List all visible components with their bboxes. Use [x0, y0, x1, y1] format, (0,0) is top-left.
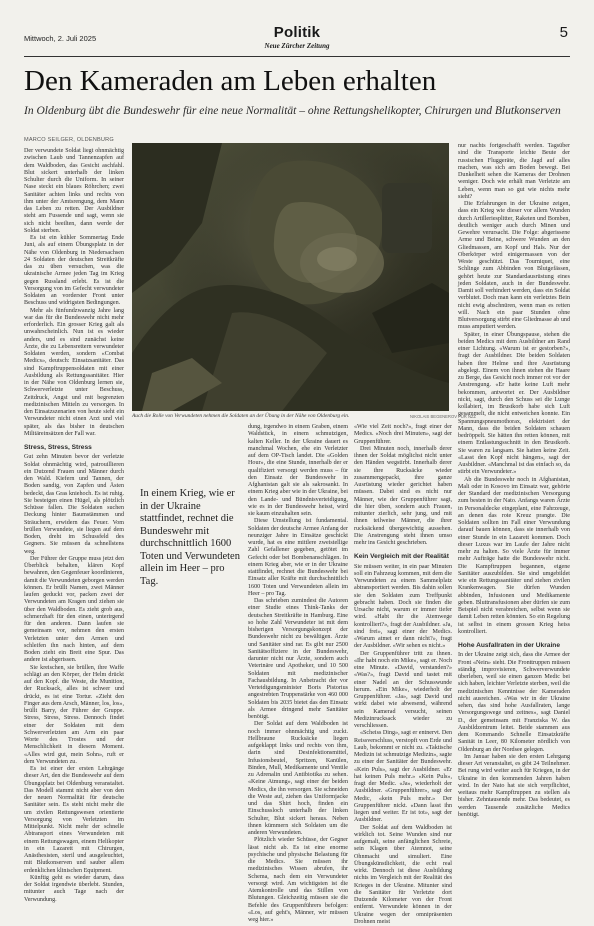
page-number: 5: [560, 24, 568, 41]
paragraph: Sie kreischen, sie brüllen, ihre Waffe schlägt an den Körper, der Helm drückt auf den Kopf. die Weste, die Munition, der Rucksack, alles ist schwer und drückt, es ist eine Tortur. «Zieht den Finger aus dem Arsch, Männer, los, los», brüllt Barry, der Führer der Gruppe. Stress, Stress, Stress. Dennoch findet einer der Soldaten mit dem Schwerverletzten am Arm ein paar Worte des Trostes und der Menschlichkeit in diesem Moment. «Alles wird gut, mein Sohn», ruft er dem Verwundeten zu.: [24, 665, 124, 767]
paragraph: «Scheiss Ding», sagt er entnervt. Den Reissverschluss, verstopft von Erde und Laub, bekommt er nicht zu. «Taktische Medizin ist schmutzige Medizin», sagte zu einer der Sanitäter der Bundeswehr. «Kein Puls», sagt der Ausbildner. «Er hat keinen Puls mehr.» «Kein Puls», fragt der Medic. «Ja», wiederholt der Ausbildner. «Gruppenführer», sagt der Medic, «kein Puls mehr.» Der Gruppenführer nickt. «Dann lasst ihn liegen und weiter. Er ist tot», sagt der Ausbildner.: [354, 730, 452, 824]
subhead: Kein Vergleich mit der Realität: [354, 553, 452, 560]
column-4: [354, 424, 452, 858]
paragraph: dung, irgendwo in einem Graben, einem Waldstück, in einem schmutzigen, kalten Keller. In der Ukraine dauert es manchmal Wochen, ehe ein Verletzter auf dem OP-Tisch landet. Die «Golden Hour», die eine Stunde, innerhalb der er qualifiziert versorgt werden muss – für den Einsatz der Bundeswehr in Afghanistan galt sie als sakrosankt. In einem Krieg aber wie in der Ukraine, bei den Lande- und Bündnisverteidigung, wie es in der Bundeswehr heisst, wird sie kaum einzuhalten sein.: [248, 424, 348, 518]
paragraph: Später, in einer Übungspause, stehen die beiden Medics mit dem Ausbildner am Rand einer Lichtung. «Warum ist er gestorben?», fragt der Ausbildner. Die beiden Soldaten haben ihre Helme und ihre Ausrüstung abgelegt. Einem von ihnen stehen die Haare zu Berge, das Gesicht noch immer rot vor der Anstrengung. «Er hatte keine Luft mehr bekommen, antwortet er. Der Ausbildner nickt, sagt, durch den Schuss sei die Lunge kollabiert, im Brustkorb habe sich Luft gesammelt, die nicht entweichen konnte. Ein Spannungspneumothorax, elektrisiert der Mann, dass die beiden Soldaten schauen bedröppelt. Sie hätten ihn retten können, mit einem Entlastungsschnitt in den Brustkorb. Sie waren zu langsam. Sie hatten keine Zeit. «Lasst den Kopf nicht hängen», sagt der Ausbildner. «Manchmal ist das einfach so, da stirbt ein Verwundeter.»: [458, 332, 570, 477]
paragraph: Es ist einer der ersten Lehrgänge dieser Art, den die Bundeswehr auf dem Übungsplatz bei Oldenburg veranstaltet. Das Modell stammt nicht aber von den der neuen Normalität für deutsche Sanitäter sein. Es steht nicht mehr die um zivilen Rettungswesen orientierte Versorgung von Verletzten im Mittelpunkt. Nicht mehr der schnelle Abtransport eines Verwundeten mit einem Rettungswagen, einem Helikopter in ein Lazarett mit Chirurgen, Anästhesisten, steril und ausgeleuchtet, mit Blutkonserven und sauber allem erdenklichen klinischen Equipment.: [24, 766, 124, 875]
paragraph: Diese Umstellung ist fundamental. Soldaten der deutsche Armee Anfang der neunziger Jahre in Einsätze geschickt wurde, hat es eine mittlere zweistellige Zahl Gefallener gegeben, getötet im Gefecht oder bei Bombenanschlägen. In einem Krieg aber, wie er in der Ukraine stattfindet, rechnet die Bundeswehr bei Einsatz aller Kräfte mit durchschnittlich 1600 Toten und Verwundeten allein im Heer – pro Tag.: [248, 518, 348, 598]
paragraph: Der Soldat auf dem Waldboden ist noch immer ohnmächtig und zuckt. Hellbraune Rucksäcke liegen aufgeklappt links und rechts von ihm, darin sind Desinfektionsmittel, Infusionsbeutel, Spritzen, Kanülen, Binden, Mull, Medikamente und Ventile zu Adrenalin und Antibiotika zu sehen. «Keine Atmung», sagt einer der beiden Medics, die ihn versorgen. Sie schneiden die Weste auf, ziehen das Uniformjacke und das Shirt hoch, finden ein Einschussloch unterhalb der linken Schulter, Blut sickert heraus. Neben ihnen kümmern sich Soldaten um die anderen Verwundeten.: [248, 721, 348, 837]
paragraph: Gut zehn Minuten bevor der verletzte Soldat ohnmächtig wird, patrouillieren ein Dutzend Frauen und Männer durch den Wald. Kiefern und Tannen, der Boden sandig, von Zapfen und Ästen bedeckt, das Gras kniehoch. Es ist ruhig. Sie besteigen einen Hügel, als plötzlich Schüsse fallen. Die Soldaten suchen Deckung hinter Baumstämmen und Sträuchern, erwidern das Feuer. Vom brüllen Verwundete, sie liegen auf dem Boden, dreht im Schussfeld des Gegners. Sie müssen da schnellstens weg.: [24, 454, 124, 556]
paragraph: Der Soldat auf dem Waldboden ist wirklich tot. Seine Wunden sind nur aufgemalt, seine anfänglichen Schreie, sein Klagen über Atemnot, seine Ohnmacht und simuliert. Eine Übungskünstlichkeit, die echt real wirkt. Dennoch ist diese Ausbildung nichts im Vergleich mit der Realität des Krieges in der Ukraine. Mitunter sind die Sanitäter für Verletzte dort Dutzende Kilometer von der Front entfernt. Verwundete können in der Ukraine wegen der omnipräsenten Drohnen meist: [354, 825, 452, 926]
paragraph: Plötzlich wieder Schüsse, der Gegner lässt nicht ab. Es ist eine enorme psychische und physische Belastung für die Medics. Sie müssen ihr medizinisches Wissen abrufen, ihr Schema, nach dem ein Verwundeter versorgt wird. Am wichtigsten ist die Atemkontrolle und das Stillen von Blutungen. Gleichzeitig müssen sie die Befehle des Gruppenführers befolgen: «Los, auf geht's, Männer, wir müssen weg hier.»: [248, 837, 348, 924]
column-3: [248, 424, 348, 858]
paper-name: Neue Zürcher Zeitung: [0, 42, 594, 50]
paragraph: Der Führer der Gruppe muss jetzt den Überblick behalten, klären Kopf bewahren, den Gegenfeuer koordinieren, damit die Verwundeten geborgen werden können. Er brüllt Namen, zwei Männer laufen geduckt vor, packen zwei der Verwundeten am Kragen und ziehen sie über den Waldboden. Es zieht grob aus, schmerzhaft für den einen, unterirgend für den anderen. Dann laufen sie gemeinsam vor, nehmen den ersten Verletzten unter den Armen und schleifen ihn nach hinten, auf dem Boden zieht ein Breit eine Spur. Das andere ist abgerissen.: [24, 556, 124, 665]
paragraph: Ab die Bundeswehr noch in Afghanistan, Mali oder in Kosovo im Einsatz war, gehörte der Standard der medizinischen Versorgung zum besten in der Nato. Anfangs waren Ärzte in Personaldecke eingeplant, eine Fahrzeuge, an denen das rote Kreuz prangte. Die Soldaten sollten im Fall einer Verwundung darauf bauen können, dass sie innerhalb von einer Stunde in ein Lazarett kommen. Doch dieser Luxus war im Laufe der Jahre nicht mehr zu halten. So viele Ärzte für immer mehr Aufträge hatte die Bundeswehr nicht. Die Kampftruppen begannen, eigene Sanitäter auszubilden. Sie sind umgebildet wie ein Rettungssanitäter und ziehen zivilen Krankenwagen. Sie dürfen Wunden abbinden, Infusionen und Medikamente geben. Bluttransfusionen aber dürfen sie zum Beispiel nicht verabreichen, selbst wenn sie damit Leben retten könnten. So ein Regelung ist selbst in einem grossen Krieg heiss kontrolliert.: [458, 477, 570, 637]
paragraph: In der Ukraine zeigt sich, dass die Armee der Front «Nein» sieht. Die Fronttruppen müssen ständig improvisieren, Schwerverwundete überleben, weil sie einen ganzen Medic bei sich haben, leichter Verletzte sterben, weil die medizinischen Kenntnisse der Kameraden nicht ausreichen. «Was wir in der Ukraine sehen, das sind hohe Ausfallraten, lange Versorgungswege und zeitnes», sagt Daniel D., der gemeinsam mit Franziska W. das Ausbildzentrum leitet. Beide stammen aus dem Kommando Schnelle Einsatzkräfte Sanität in Leer, 80 Kilometer nördlich von Oldenburg an der Nordsee gelegen.: [458, 652, 570, 754]
pull-quote: In einem Krieg, wie er in der Ukraine stattfindet, rechnet die Bundeswehr mit durchschnittlich 1600 Toten und Verwundeten allein im Heer – pro Tag.: [140, 488, 240, 588]
paragraph: Die Erfahrungen in der Ukraine zeigen, dass ein Krieg wie dieser vor allem Wunden durch Artilleriesplitter, Raketen und Bomben, deutlich weniger auch durch Minen und Gewehre verursacht. Die Folge: abgerissene Arme und Beine, schwere Wunden an den Gliedmassen, am Kopf und Hals. Nur der Oberkörper wird einigermassen von der Weste geschützt. Das Tourniquet, eine Schlinge zum Abbinden von Blutgefässen, gehört heute zur Standardausrüstung eines jeden Soldaten, auch in der Bundeswehr. Damit soll verhindert werden, dass ein Soldat verblutet. Doch man kann ein verletztes Bein nicht ewig abschnüren, wenn man es retten will. Nach ein paar Stunden ohne Blutversorgung stirbt eine Gliedmasse ab und muss amputiert werden.: [458, 201, 570, 332]
paragraph: Das schrieben zumindest die Autoren einer Studie eines Think-Tanks der deutschen Streitkräfte in Hamburg. Eine so hohe Zahl Verwundeter ist mit dem bisherigen Versorgungskonzept der Bundeswehr nicht zu bewältigen. Ärzte und Sanitäter sind rar. Es gibt nur 2500 Sanitätsoffiziere in der Bundeswehr, darunter nicht nur Ärzte, sondern auch Veterinäre und Apotheker, und 10 500 Soldaten mit medizinischer Fachausbildung. In Anbetracht der vor Verteidigungsminister Boris Pistorius angestrebten Truppenstärke von 460 000 Soldaten bis 2035 bietet das den Einsatz als Armee dringend mehr Sanitäter benötigt.: [248, 598, 348, 721]
paragraph: Im Januar haben sie den ersten Lehrgang dieser Art veranstaltet, es gibt 24 Teilnehmer. Bei rung wird weiter auch für Kriegen, in der Ukraine in den kommenden Jahren haben wird. In der Nato hat sie sich verpflichtet, weitaus mehr Kampftruppen zu stellen als bisher. Zehntausende mehr. Das bedeutet, es werden Tausende zusätzliche Medics benötigt.: [458, 754, 570, 819]
photo-caption: Auch die Rolle von Verwundeten nehmen die Soldaten an der Übung in der Nähe von Oldenburg ein.: [132, 413, 392, 419]
deck: In Oldenburg übt die Bundeswehr für eine neue Normalität – ohne Rettungshelikopter, Chirurgen und Blutkonserven: [24, 104, 570, 118]
paragraph: Sie müssen weiter, in ein paar Minuten soll ein Fahrzeug kommen, mit dem die Verwundeten zu einem Sammelplatz abtransportiert werden. Bis dahin sollen sie den Soldaten zum Treffpunkt gebracht haben. Doch sie finden die Ursache nicht, warum er immer tiefer wird. «Habt ihr die Atemwege kontrolliert?», fragt der Ausbildner. «Ja, sind frei», sagt einer der Medics. «Warum atmet er dann nicht?», fragt der Ausbildner. «Wir sehen es nicht.»: [354, 564, 452, 651]
headline: Den Kameraden am Leben erhalten: [24, 64, 570, 98]
column-5: [458, 143, 570, 858]
subhead: Hohe Ausfallraten in der Ukraine: [458, 642, 570, 649]
paragraph: Der verwundete Soldat liegt ohnmächtig zwischen Laub und Tannenzapfen auf dem Waldboden, das Gesicht aschfahl. Blut sickert unterhalb der linken Schulter durch die Uniform. In seiner Nase steckt ein blaues Röhrchen; zwei Sanitäter achten links und rechts von ihm unter der Amtsrengung, dem Mann das Leben zu retten. Der Ausbildner steht am Fussende und sagt, wenn sie sich nicht beeilten, dann werde der Soldat sterben.: [24, 148, 124, 235]
paragraph: «Wie viel Zeit noch?», fragt einer der Medics. «Noch drei Minuten», sagt der Gruppenführer.: [354, 424, 452, 446]
paragraph: Künftig geht es wieder darum, dass der Soldat irgendwie überlebt. Stunden, mitunter auch Tage nach der Verwundung.: [24, 875, 124, 904]
paragraph: Drei Minuten noch, innerhalb derer ihnen der Soldat möglichst nicht unter den Händen wegstirbt. Innerhalb derer sie ihre Rucksäcke wieder zusammengepackt, ihre ganze Ausrüstung wieder gerichtet haben müssen. Dabei sind es nicht nur Männer, wie der Gruppenführer sagt, die hier üben, sondern auch Frauen, mitunter zierlich, sehr jung, und mit ihnen teilweise Männer, die ihrer rucksäckend übergewichtig aussehen. Die Anstrengung steht ihnen umso mehr ins Gesicht geschrieben.: [354, 446, 452, 548]
photo-credit: NIKOLAIS BEGENEROV FUR NZZ: [410, 414, 476, 419]
paragraph: nur nachts fortgeschafft werden. Tagsüber sind die Transporte leichte Beute der russischen Fluggeräte, die Jagd auf alles machen, was sich am Boden bewegt. Bei Dunkelheit sehen die Kameras der Drohnen weniger. Doch wie erhält man Verletzte am Leben, wenn man so gut wie nichts mehr sieht?: [458, 143, 570, 201]
section-title: Politik: [0, 24, 594, 41]
issue-date: Mittwoch, 2. Juli 2025: [24, 34, 96, 43]
subhead: Stress, Stress, Stress: [24, 444, 124, 451]
paragraph: Der Gruppenführer tritt zu ihnen. «Ihr habt noch ein Mike», sagt er. Noch eine Minute. «David, verstanden?» «Was?», fragt David und tastet mit einer Nadel an der Schusswunde herum. «Ein Mike», wiederholt der Gruppenführer. «Ja», sagt David und wirkt dabei wie abwesend, während sein Kamerad versucht, seinen Medizinrucksack wieder zu verschliessen.: [354, 651, 452, 731]
paragraph: Mehr als fünfundzwanzig Jahre lang war das für die Bundeswehr nicht mehr erforderlich. Ein grosser Krieg galt als unwahrscheinlich. Nun ist es wieder anders, und es sind zunächst keine Ärzte, die zu Lebensrettern verwundeter Soldaten werden, sondern «Combat Medics», deutsch: Einsatzsanitäter. Das sind Kampftruppensoldaten mit einer Ausbildung als Rettungssanitäter. Hier in der Nähe von Oldenburg lernen sie, Schwerverletzte unter Beschuss, Zeitdruck, Angst und mit begrenzten medizinischen Mitteln zu versorgen. In den Einsatzszenarien von heute sieht ein Verwundeter nicht einen Arzt und viel später, als das bisher in deutschen Militäreinsätzen der Fall war.: [24, 308, 124, 439]
header-rule: [24, 56, 570, 57]
paragraph: Es ist ein kühler Sommertag Ende Juni, als auf einem Übungsplatz in der Nähe von Oldenburg in Niedersachsen 24 Soldaten der deutschen Streitkräfte das zu üben versuchen, was die ukrainische Armee jeden Tag im Krieg gegen Russland erlebt. Es ist die Versorgung von im Gefecht verwundeter Soldaten an vorderster Front unter Beschuss und widrigsten Bedingungen.: [24, 235, 124, 308]
column-1: [24, 148, 124, 858]
byline: MARCO SEILGER, OLDENBURG: [24, 137, 114, 143]
article-photo: [132, 143, 449, 411]
